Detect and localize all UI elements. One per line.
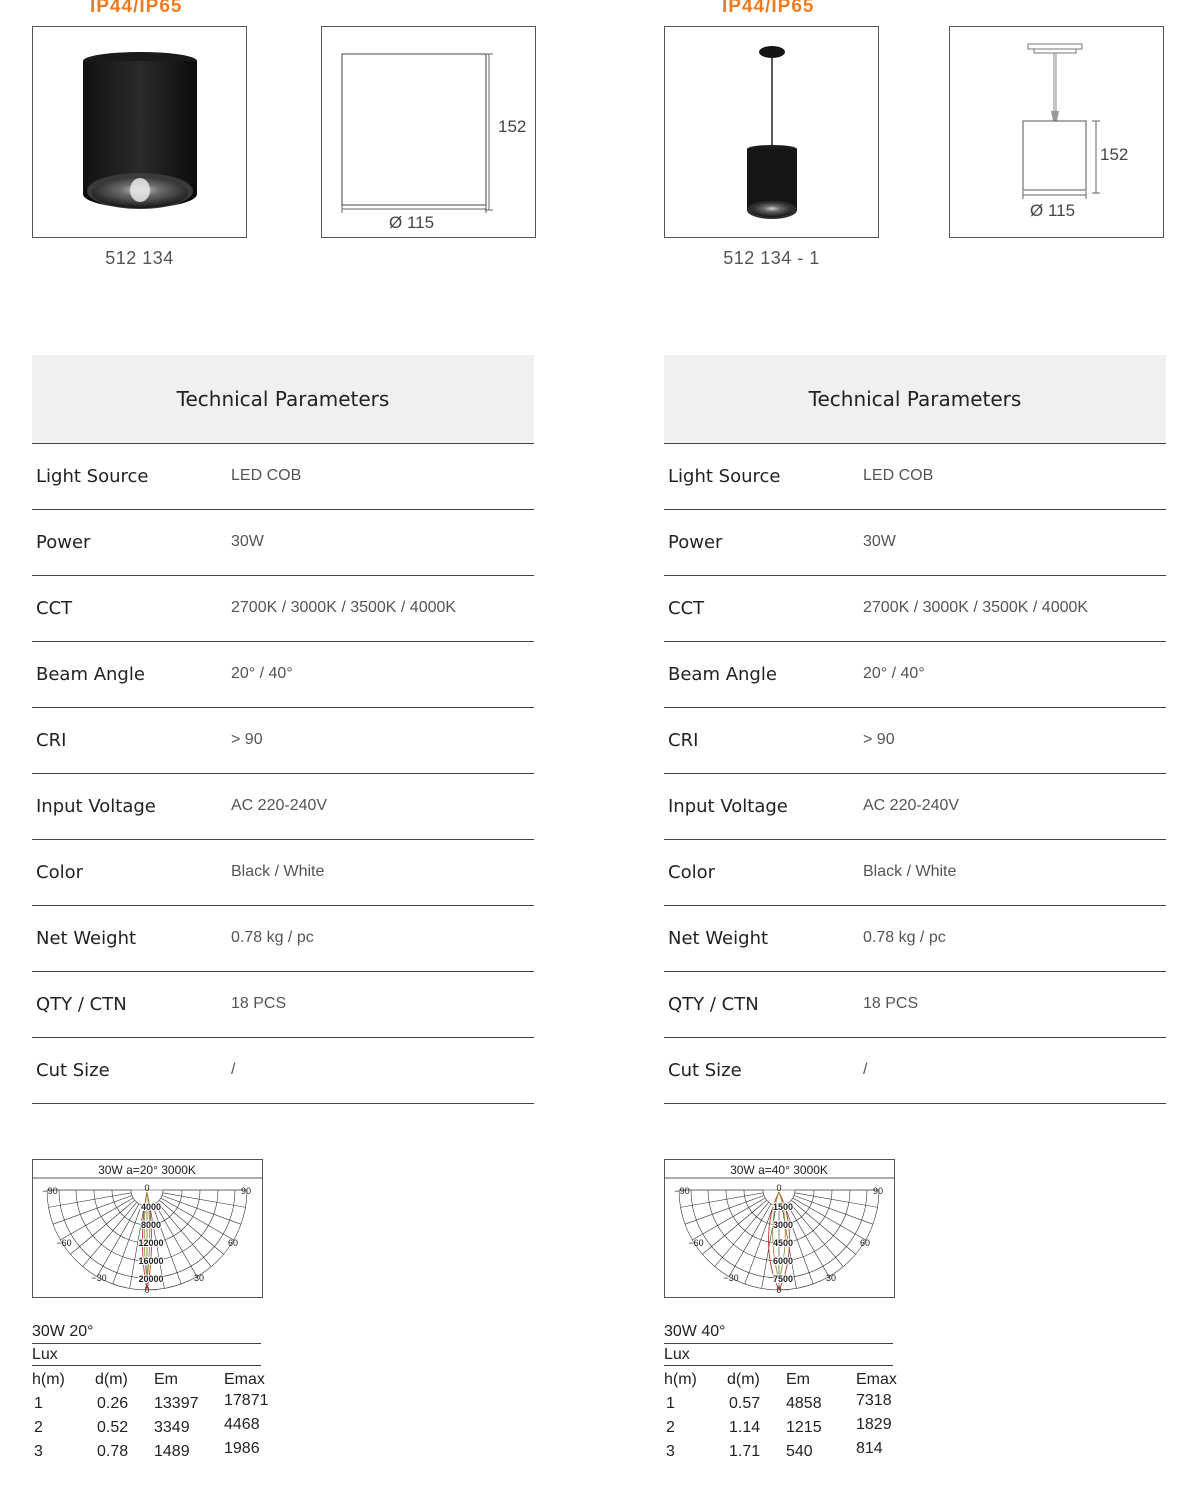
- param-name: CRI: [36, 730, 67, 751]
- polar-chart: [33, 1160, 262, 1297]
- lux-column-header: d(m): [727, 1371, 760, 1388]
- angle-label: 90: [872, 1186, 884, 1196]
- diameter-dimension: Ø 115: [1030, 201, 1076, 220]
- table-row: [664, 906, 1166, 972]
- table-row: [32, 444, 534, 510]
- lux-column-header: h(m): [664, 1371, 697, 1388]
- param-value: 2700K / 3000K / 3500K / 4000K: [231, 599, 457, 616]
- param-value: 18 PCS: [863, 995, 919, 1012]
- angle-label: −60: [56, 1238, 72, 1248]
- param-name: Input Voltage: [668, 796, 788, 817]
- surface-cylinder-image: [33, 27, 246, 237]
- param-value: /: [863, 1061, 868, 1078]
- param-name: Power: [668, 532, 723, 553]
- lux-cell: 1215: [786, 1419, 822, 1436]
- table-row: [32, 708, 534, 774]
- table-row: [32, 972, 534, 1038]
- lux-column-header: Emax: [856, 1371, 897, 1388]
- table-row: [664, 774, 1166, 840]
- lux-cell: 1: [34, 1395, 43, 1412]
- angle-label: −30: [723, 1273, 739, 1283]
- lux-table-title: 30W 40°: [664, 1323, 726, 1340]
- param-value: > 90: [863, 731, 895, 748]
- lux-cell: 4858: [786, 1395, 822, 1412]
- product-column-pendant: [664, 0, 1200, 1505]
- param-value: 20° / 40°: [863, 665, 925, 682]
- product-photo: [664, 26, 879, 238]
- lux-column-header: Em: [786, 1371, 810, 1388]
- lux-cell: 1.14: [729, 1419, 761, 1436]
- param-name: CRI: [668, 730, 699, 751]
- param-name: Net Weight: [36, 928, 137, 949]
- lux-cell: 814: [856, 1440, 883, 1457]
- polar-light-distribution: [32, 1159, 263, 1298]
- lux-cell: 17871: [224, 1392, 269, 1409]
- lux-cell: 0.52: [97, 1419, 129, 1436]
- param-value: Black / White: [863, 863, 957, 880]
- angle-label: 0: [776, 1285, 782, 1295]
- ring-value: 3000: [772, 1220, 794, 1230]
- lux-cell: 540: [786, 1443, 813, 1460]
- ring-value: 12000: [138, 1238, 164, 1248]
- param-value: AC 220-240V: [231, 797, 328, 814]
- table-title: Technical Parameters: [32, 355, 534, 444]
- ring-value: 20000: [138, 1274, 164, 1284]
- table-row: [32, 774, 534, 840]
- ring-value: 8000: [140, 1220, 162, 1230]
- param-value: 2700K / 3000K / 3500K / 4000K: [863, 599, 1089, 616]
- lux-column-header: d(m): [95, 1371, 128, 1388]
- param-name: CCT: [36, 598, 73, 619]
- lux-cell: 1.71: [729, 1443, 761, 1460]
- table-row: [32, 1038, 534, 1104]
- angle-label: −90: [42, 1186, 58, 1196]
- product-column-surface: [32, 0, 572, 1505]
- param-value: LED COB: [863, 467, 934, 484]
- height-dimension: 152: [498, 117, 527, 136]
- param-value: LED COB: [231, 467, 302, 484]
- angle-label: 30: [825, 1273, 837, 1283]
- angle-label: 0: [144, 1285, 150, 1295]
- param-value: 0.78 kg / pc: [863, 929, 946, 946]
- param-name: Beam Angle: [36, 664, 145, 685]
- table-row: [664, 972, 1166, 1038]
- lux-cell: 3: [666, 1443, 675, 1460]
- param-name: Cut Size: [36, 1060, 110, 1081]
- param-name: Light Source: [36, 466, 149, 487]
- param-value: 0.78 kg / pc: [231, 929, 314, 946]
- table-row: [32, 576, 534, 642]
- product-photo: [32, 26, 247, 238]
- param-name: Color: [668, 862, 715, 883]
- table-row: [664, 708, 1166, 774]
- param-value: Black / White: [231, 863, 325, 880]
- polar-header: 30W a=40° 3000K: [730, 1163, 828, 1177]
- divider: [664, 1365, 893, 1366]
- ring-value: 4000: [140, 1202, 162, 1212]
- param-name: Power: [36, 532, 91, 553]
- param-name: Net Weight: [668, 928, 769, 949]
- lux-cell: 3349: [154, 1419, 190, 1436]
- polar-chart: [665, 1160, 894, 1297]
- lux-cell: 0.57: [729, 1395, 761, 1412]
- param-name: CCT: [668, 598, 705, 619]
- angle-label: 30: [193, 1273, 205, 1283]
- lux-cell: 0.78: [97, 1443, 129, 1460]
- param-value: 18 PCS: [231, 995, 287, 1012]
- ring-value: 7500: [772, 1274, 794, 1284]
- table-row: [664, 510, 1166, 576]
- table-row: [32, 642, 534, 708]
- table-title: Technical Parameters: [664, 355, 1166, 444]
- table-row: [664, 576, 1166, 642]
- lux-column-header: Emax: [224, 1371, 265, 1388]
- divider: [664, 1343, 893, 1344]
- angle-label: 60: [859, 1238, 871, 1248]
- table-row: [664, 840, 1166, 906]
- polar-light-distribution: [664, 1159, 895, 1298]
- param-value: /: [231, 1061, 236, 1078]
- param-name: QTY / CTN: [36, 994, 127, 1015]
- angle-label: −30: [91, 1273, 107, 1283]
- lux-cell: 3: [34, 1443, 43, 1460]
- divider: [32, 1365, 261, 1366]
- ip-rating: IP44/IP65: [90, 0, 183, 17]
- lux-column-header: Em: [154, 1371, 178, 1388]
- lux-table-title: 30W 20°: [32, 1323, 94, 1340]
- lux-cell: 4468: [224, 1416, 260, 1433]
- table-row: [32, 510, 534, 576]
- polar-header: 30W a=20° 3000K: [98, 1163, 196, 1177]
- param-value: 20° / 40°: [231, 665, 293, 682]
- diameter-dimension: Ø 115: [389, 213, 435, 232]
- param-value: > 90: [231, 731, 263, 748]
- param-name: Cut Size: [668, 1060, 742, 1081]
- lux-unit: Lux: [32, 1346, 58, 1363]
- lux-cell: 1829: [856, 1416, 892, 1433]
- table-row: [32, 906, 534, 972]
- ring-value: 4500: [772, 1238, 794, 1248]
- table-row: [664, 444, 1166, 510]
- param-name: Input Voltage: [36, 796, 156, 817]
- angle-label: 90: [240, 1186, 252, 1196]
- lux-cell: 7318: [856, 1392, 892, 1409]
- lux-cell: 0.26: [97, 1395, 129, 1412]
- lux-cell: 13397: [154, 1395, 199, 1412]
- table-row: [664, 1038, 1166, 1104]
- lux-cell: 2: [34, 1419, 43, 1436]
- angle-label: 0: [144, 1183, 150, 1193]
- param-value: 30W: [231, 533, 264, 550]
- angle-label: −60: [688, 1238, 704, 1248]
- pendant-cylinder-image: [665, 27, 878, 237]
- table-row: [664, 642, 1166, 708]
- lux-cell: 2: [666, 1419, 675, 1436]
- param-name: QTY / CTN: [668, 994, 759, 1015]
- lux-column-header: h(m): [32, 1371, 65, 1388]
- model-code: 512 134: [105, 248, 174, 268]
- lux-cell: 1: [666, 1395, 675, 1412]
- height-dimension: 152: [1100, 145, 1129, 164]
- lux-cell: 1489: [154, 1443, 190, 1460]
- ip-rating: IP44/IP65: [722, 0, 815, 17]
- angle-label: 0: [776, 1183, 782, 1193]
- angle-label: −90: [674, 1186, 690, 1196]
- param-value: AC 220-240V: [863, 797, 960, 814]
- dimension-drawing: [321, 26, 536, 238]
- param-value: 30W: [863, 533, 896, 550]
- ring-value: 6000: [772, 1256, 794, 1266]
- model-code: 512 134 - 1: [723, 248, 820, 268]
- dimension-drawing: [949, 26, 1164, 238]
- ring-value: 16000: [138, 1256, 164, 1266]
- divider: [32, 1343, 261, 1344]
- table-row: [32, 840, 534, 906]
- param-name: Light Source: [668, 466, 781, 487]
- param-name: Beam Angle: [668, 664, 777, 685]
- lux-cell: 1986: [224, 1440, 260, 1457]
- angle-label: 60: [227, 1238, 239, 1248]
- param-name: Color: [36, 862, 83, 883]
- ring-value: 1500: [772, 1202, 794, 1212]
- lux-unit: Lux: [664, 1346, 690, 1363]
